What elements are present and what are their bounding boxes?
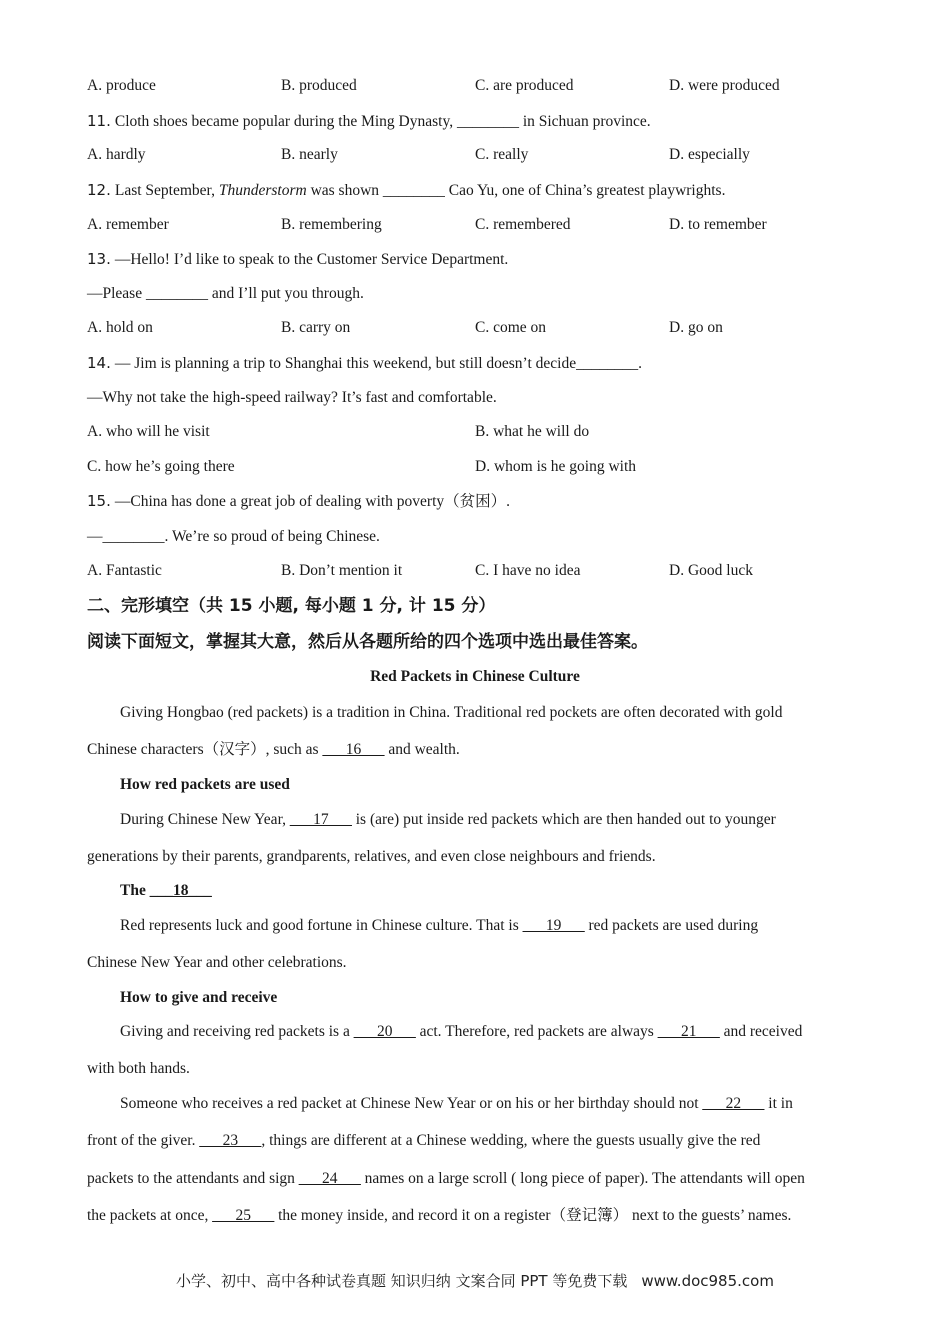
option-b: B. Don’t mention it [281, 562, 403, 579]
blank-23: ___23___ [199, 1132, 262, 1149]
question-13 [87, 249, 508, 270]
question-number: 15. [87, 492, 111, 510]
passage-p4-line2: with both hands. [87, 1060, 190, 1077]
blank-21: ___21___ [657, 1023, 720, 1040]
option-c: C. how he’s going there [87, 458, 235, 475]
passage-p1-line2 [87, 740, 460, 760]
text: is (are) put inside red packets which are then handed out to younger [351, 811, 776, 828]
subheading-18 [120, 881, 212, 901]
option-c: C. I have no idea [475, 562, 581, 579]
question-14 [87, 353, 642, 374]
option-a: A. Fantastic [87, 562, 162, 579]
passage-p4-line1 [120, 1022, 802, 1042]
question-text: —China has done a great job of dealing with poverty（贫困）. [114, 493, 511, 510]
subheading-give-receive: How to give and receive [120, 989, 278, 1006]
option-d: D. were produced [669, 77, 780, 94]
passage-p5-line3 [87, 1169, 805, 1189]
passage-p2-line1 [120, 810, 776, 830]
blank-19: ___19___ [522, 917, 585, 934]
text: Chinese characters（汉字）, such as [87, 741, 323, 758]
question-text-a: Last September, [114, 182, 219, 199]
passage-p3-line1 [120, 916, 758, 936]
blank-25: ___25___ [212, 1207, 275, 1224]
question-15 [87, 491, 510, 512]
section-heading: 二、完形填空（共 15 小题, 每小题 1 分, 计 15 分） [87, 596, 496, 616]
passage-p3-line2: Chinese New Year and other celebrations. [87, 954, 347, 971]
option-d: D. go on [669, 319, 723, 336]
option-d: D. especially [669, 146, 750, 163]
question-15-reply: —________. We’re so proud of being Chinese. [87, 528, 380, 545]
question-text-italic: Thunderstorm [218, 182, 307, 199]
passage-p1-line1: Giving Hongbao (red packets) is a tradition in China. Traditional red pockets are often decorated with gold [120, 704, 783, 721]
footer-text: 小学、初中、高中各种试卷真题 知识归纳 文案合同 PPT 等免费下载 [176, 1272, 628, 1290]
option-b: B. what he will do [475, 423, 590, 440]
option-c: C. are produced [475, 77, 574, 94]
blank-17: ___17___ [289, 811, 352, 828]
option-b: B. remembering [281, 216, 382, 233]
option-b: B. nearly [281, 146, 338, 163]
option-a: A. produce [87, 77, 156, 94]
text: The [120, 882, 150, 899]
passage-p2-line2: generations by their parents, grandparents, relatives, and even close neighbours and friends. [87, 848, 656, 865]
text: and received [719, 1023, 803, 1040]
text: Someone who receives a red packet at Chinese New Year or on his or her birthday should not [120, 1095, 703, 1112]
text: front of the giver. [87, 1132, 200, 1149]
question-text-b: was shown ________ Cao Yu, one of China’s greatest playwrights. [306, 182, 726, 199]
text: packets to the attendants and sign [87, 1170, 299, 1187]
passage-p5-line2 [87, 1131, 760, 1151]
question-11 [87, 111, 651, 132]
blank-16: ___16___ [322, 741, 385, 758]
text: red packets are used during [584, 917, 759, 934]
text: Red represents luck and good fortune in Chinese culture. That is [120, 917, 523, 934]
question-number: 11. [87, 112, 111, 130]
option-d: D. to remember [669, 216, 767, 233]
option-c: C. really [475, 146, 529, 163]
option-c: C. come on [475, 319, 547, 336]
blank-18: ___18___ [149, 882, 212, 899]
question-number: 14. [87, 354, 111, 372]
page-footer [0, 1270, 950, 1291]
text: the packets at once, [87, 1207, 213, 1224]
text: the money inside, and record it on a register（登记簿） next to the guests’ names. [274, 1207, 792, 1224]
blank-24: ___24___ [298, 1170, 361, 1187]
option-b: B. produced [281, 77, 357, 94]
option-b: B. carry on [281, 319, 351, 336]
question-14-reply: —Why not take the high-speed railway? It’s fast and comfortable. [87, 389, 497, 406]
text: During Chinese New Year, [120, 811, 290, 828]
question-number: 12. [87, 181, 111, 199]
subheading-how-used: How red packets are used [120, 776, 290, 793]
option-a: A. hold on [87, 319, 153, 336]
text: and wealth. [384, 741, 460, 758]
passage-p5-line1 [120, 1094, 793, 1114]
text: names on a large scroll ( long piece of paper). The attendants will open [360, 1170, 805, 1187]
option-d: D. Good luck [669, 562, 753, 579]
question-text: — Jim is planning a trip to Shanghai this weekend, but still doesn’t decide________. [114, 355, 642, 372]
question-12 [87, 180, 725, 201]
text: , things are different at a Chinese wedding, where the guests usually give the red [261, 1132, 761, 1149]
text: act. Therefore, red packets are always [415, 1023, 658, 1040]
passage-title: Red Packets in Chinese Culture [370, 668, 580, 685]
question-text: —Hello! I’d like to speak to the Customer Service Department. [114, 251, 509, 268]
option-c: C. remembered [475, 216, 571, 233]
option-a: A. hardly [87, 146, 146, 163]
option-a: A. remember [87, 216, 169, 233]
text: it in [764, 1095, 793, 1112]
text: Giving and receiving red packets is a [120, 1023, 354, 1040]
section-instruction: 阅读下面短文，掌握其大意，然后从各题所给的四个选项中选出最佳答案。 [87, 632, 648, 652]
option-d: D. whom is he going with [475, 458, 637, 475]
blank-22: ___22___ [702, 1095, 765, 1112]
blank-20: ___20___ [353, 1023, 416, 1040]
question-number: 13. [87, 250, 111, 268]
question-text: Cloth shoes became popular during the Ming Dynasty, ________ in Sichuan province. [114, 113, 651, 130]
passage-p5-line4 [87, 1206, 791, 1226]
question-13-reply: —Please ________ and I’ll put you through. [87, 285, 364, 302]
footer-url[interactable]: www.doc985.com [641, 1272, 774, 1290]
option-a: A. who will he visit [87, 423, 210, 440]
